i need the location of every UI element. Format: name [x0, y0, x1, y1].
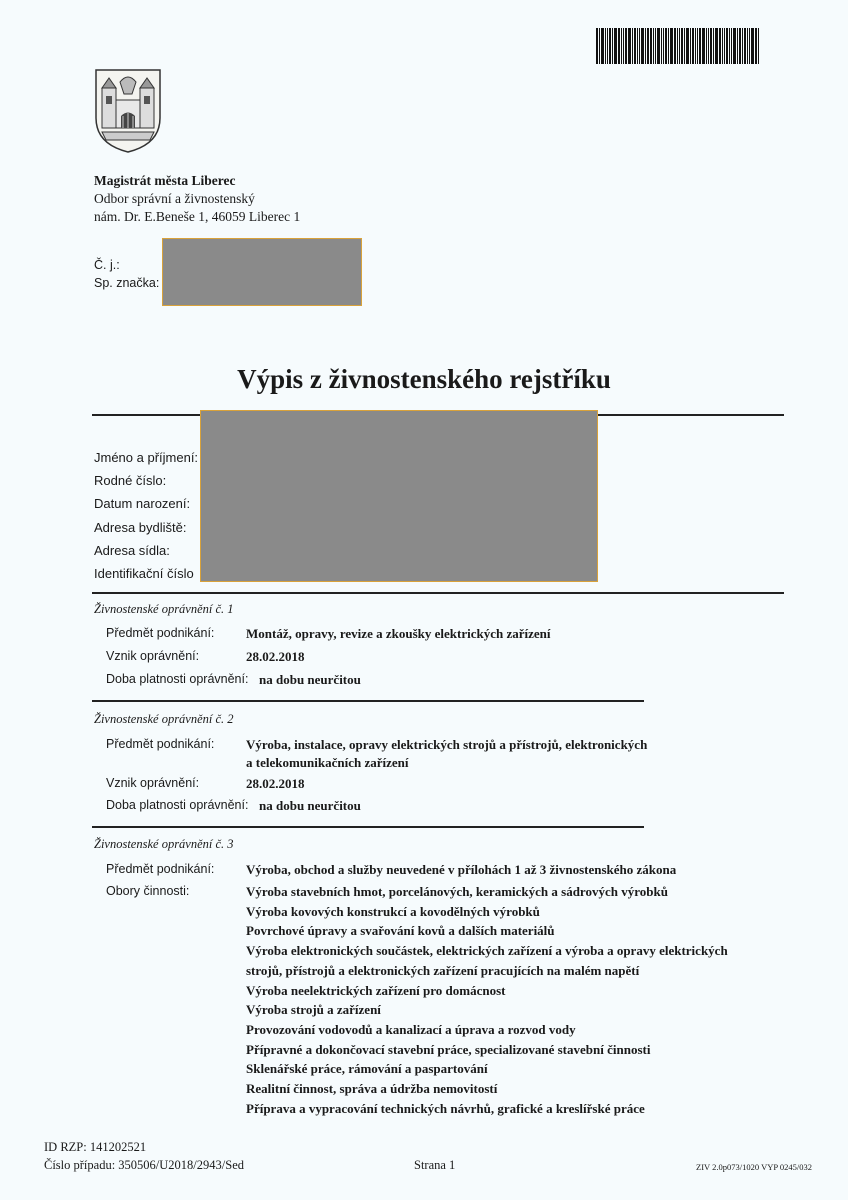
section-2-doba-label: Doba platnosti oprávnění:	[106, 798, 249, 812]
barcode-bar	[715, 28, 718, 64]
barcode-bar	[744, 28, 746, 64]
issuer-department: Odbor správní a živnostenský	[94, 191, 255, 206]
redacted-reference	[162, 238, 362, 306]
barcode-bar	[596, 28, 598, 64]
divider-person	[92, 592, 784, 594]
section-1-heading: Živnostenské oprávnění č. 1	[94, 602, 234, 616]
spzn-label: Sp. značka:	[94, 276, 160, 290]
barcode-bar	[686, 28, 689, 64]
footer-id-rzp: ID RZP: 141202521	[44, 1140, 147, 1154]
barcode-bar	[601, 28, 604, 64]
barcode-bar	[661, 28, 662, 64]
section-3-predmet-label: Předmět podnikání:	[106, 862, 215, 876]
person-field-label: Datum narození:	[94, 496, 191, 512]
barcode-bar	[645, 28, 646, 64]
barcode-bar	[713, 28, 714, 64]
barcode-bar	[655, 28, 656, 64]
barcode-bar	[692, 28, 694, 64]
form-code: ZIV 2.0p073/1020 VYP 0245/032	[696, 1162, 813, 1172]
barcode-bar	[653, 28, 654, 64]
person-field-label: Jméno a příjmení:	[94, 450, 199, 465]
barcode-bar	[751, 28, 754, 64]
section-1-predmet-value: Montáž, opravy, revize a zkoušky elektrických zařízení	[246, 626, 551, 641]
barcode-bar	[674, 28, 676, 64]
barcode-bar	[677, 28, 678, 64]
obor-item: Příprava a vypracování technických návrhů, grafické a kreslířské práce	[246, 1100, 645, 1116]
section-2-predmet-label: Předmět podnikání:	[106, 737, 215, 751]
section-1-vznik-value: 28.02.2018	[246, 649, 305, 664]
obor-item: Výroba strojů a zařízení	[246, 1002, 381, 1018]
cj-label: Č. j.:	[94, 258, 120, 272]
section-3-obory-label: Obory činnosti:	[106, 884, 190, 898]
barcode-bar	[729, 28, 730, 64]
barcode-bar	[747, 28, 748, 64]
barcode-bar	[731, 28, 732, 64]
section-3-obory-list	[246, 882, 728, 1118]
section-2-predmet-value-line1: Výroba, instalace, opravy elektrických strojů a přístrojů, elektronických	[246, 737, 648, 752]
section-1-predmet-label: Předmět podnikání:	[106, 626, 215, 640]
barcode-bar	[663, 28, 664, 64]
barcode-bar	[612, 28, 613, 64]
barcode-bar	[699, 28, 701, 64]
barcode-bar	[697, 28, 698, 64]
section-2-vznik-value: 28.02.2018	[246, 776, 305, 791]
person-field-label: Adresa bydliště:	[94, 519, 187, 535]
redacted-person-data	[200, 410, 598, 582]
section-2-vznik-label: Vznik oprávnění:	[106, 776, 200, 790]
section-1-doba-label: Doba platnosti oprávnění:	[106, 672, 249, 686]
obor-item: Povrchové úpravy a svařování kovů a dalších materiálů	[246, 923, 555, 939]
barcode-bar	[724, 28, 725, 64]
divider-section-2	[92, 826, 644, 828]
barcode-bar	[607, 28, 608, 64]
obor-item: Realitní činnost, správa a údržba nemovitostí	[246, 1081, 498, 1097]
barcode-bar	[742, 28, 743, 64]
barcode-bar	[639, 28, 640, 64]
barcode-bar	[605, 28, 606, 64]
page-title: Výpis z živnostenského rejstříku	[237, 364, 611, 394]
barcode-bar	[625, 28, 627, 64]
barcode-bar	[690, 28, 691, 64]
obor-item: Přípravné a dokončovací stavební práce, specializované stavební činnosti	[246, 1041, 651, 1057]
section-1-doba-value: na dobu neurčitou	[259, 672, 361, 687]
issuer-address: nám. Dr. E.Beneše 1, 46059 Liberec 1	[94, 209, 301, 224]
barcode-bar	[702, 28, 705, 64]
section-3-predmet-value: Výroba, obchod a služby neuvedené v přílohách 1 až 3 živnostenského zákona	[246, 862, 677, 877]
barcode-bar	[668, 28, 669, 64]
section-1-vznik-label: Vznik oprávnění:	[106, 649, 200, 663]
person-fields	[94, 446, 198, 585]
barcode-bar	[719, 28, 721, 64]
barcode-bar	[710, 28, 712, 64]
barcode-bar	[665, 28, 667, 64]
footer-identifiers	[44, 1138, 244, 1174]
section-2-heading: Živnostenské oprávnění č. 2	[94, 712, 234, 726]
obor-item: Provozování vodovodů a kanalizací a úprava a rozvod vody	[246, 1021, 576, 1037]
coat-of-arms-logo	[92, 66, 164, 154]
barcode-bar	[632, 28, 633, 64]
person-field-label: Identifikační číslo	[94, 566, 194, 582]
barcode-bar	[733, 28, 736, 64]
divider-section-1	[92, 700, 644, 702]
barcode-bar	[737, 28, 738, 64]
person-field-label: Adresa sídla:	[94, 542, 170, 558]
barcode-bar	[621, 28, 622, 64]
page-number: Strana 1	[414, 1158, 456, 1172]
obor-item: Sklenářské práce, rámování a paspartování	[246, 1061, 488, 1077]
barcode-bar	[695, 28, 696, 64]
section-3-heading: Živnostenské oprávnění č. 3	[94, 837, 234, 851]
barcode	[596, 28, 826, 64]
section-2-doba-value: na dobu neurčitou	[259, 798, 361, 813]
barcode-bar	[618, 28, 620, 64]
reference-labels	[94, 256, 159, 292]
barcode-bar	[670, 28, 673, 64]
barcode-bar	[758, 28, 759, 64]
section-2-predmet-value-line2: a telekomunikačních zařízení	[246, 755, 409, 770]
footer-cislo-pripadu: Číslo případu: 350506/U2018/2943/Sed	[44, 1158, 244, 1172]
barcode-bar	[706, 28, 707, 64]
obor-item: Výroba stavebních hmot, porcelánových, keramických a sádrových výrobků	[246, 884, 668, 899]
obor-item: Výroba kovových konstrukcí a kovodělných výrobků	[246, 903, 540, 919]
obor-item: strojů, přístrojů a elektronických zařízení pracujících na malém napětí	[246, 962, 640, 978]
barcode-bar	[755, 28, 757, 64]
barcode-bar	[739, 28, 741, 64]
barcode-bar	[749, 28, 750, 64]
barcode-bar	[681, 28, 683, 64]
barcode-bar	[614, 28, 617, 64]
barcode-bar	[637, 28, 638, 64]
person-field-label: Rodné číslo:	[94, 473, 167, 489]
barcode-bar	[722, 28, 723, 64]
barcode-bar	[647, 28, 649, 64]
barcode-bar	[679, 28, 680, 64]
issuer-name: Magistrát města Liberec	[94, 173, 236, 188]
barcode-bar	[641, 28, 644, 64]
barcode-bar	[599, 28, 600, 64]
obor-item: Výroba elektronických součástek, elektrických zařízení a výroba a opravy elektrických	[246, 943, 728, 959]
barcode-bar	[684, 28, 685, 64]
obor-item: Výroba neelektrických zařízení pro domácnost	[246, 982, 506, 998]
barcode-bar	[609, 28, 611, 64]
barcode-bar	[708, 28, 709, 64]
barcode-bar	[657, 28, 660, 64]
barcode-bar	[726, 28, 728, 64]
issuer-block	[94, 172, 300, 226]
barcode-bar	[634, 28, 636, 64]
barcode-bar	[650, 28, 652, 64]
barcode-bar	[623, 28, 624, 64]
barcode-bar	[628, 28, 631, 64]
